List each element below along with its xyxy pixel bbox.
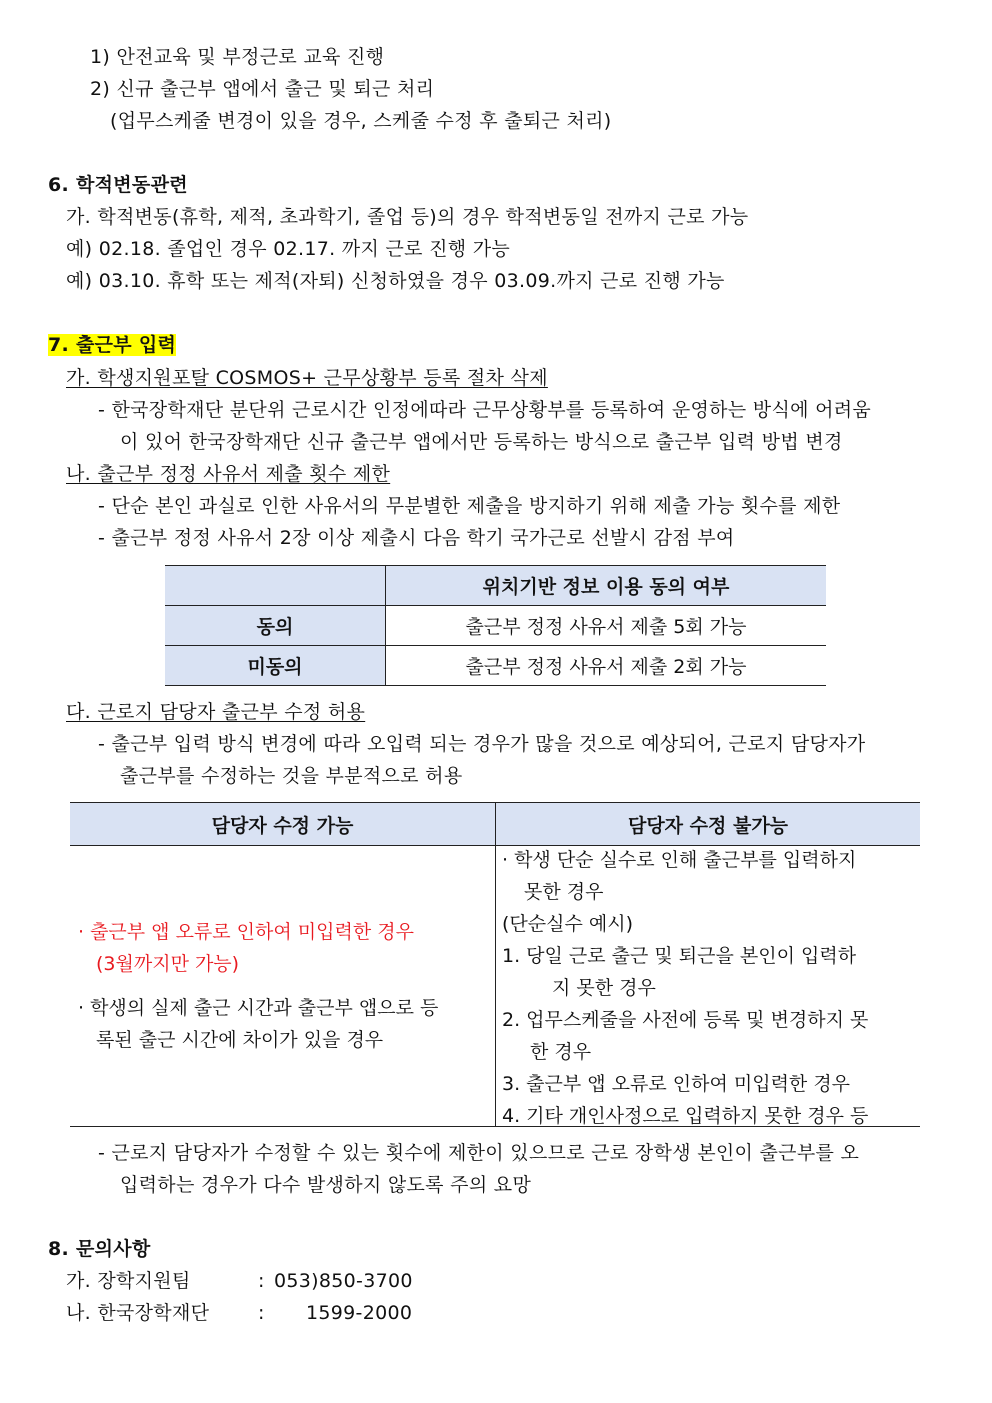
not-allowed-line: 4. 기타 개인사정으로 입력하지 못한 경우 등 — [502, 1105, 869, 1127]
section-7-ga-body-1: - 한국장학재단 분단위 근로시간 인정에따라 근무상황부를 등록하여 운영하는 방식에 어려움 — [98, 399, 872, 421]
section-6-example-1: 예) 02.18. 졸업인 경우 02.17. 까지 근로 진행 가능 — [66, 238, 511, 260]
contact-phone: 053)850-3700 — [274, 1270, 413, 1292]
manager-modification-table — [70, 802, 920, 1127]
not-allowed-line: 2. 업무스케줄을 사전에 등록 및 변경하지 못 — [502, 1009, 869, 1031]
not-allowed-line: 3. 출근부 앱 오류로 인하여 미입력한 경우 — [502, 1073, 851, 1095]
section-8-title: 8. 문의사항 — [48, 1238, 151, 1260]
contact-separator: : — [258, 1302, 265, 1324]
col-allowed-header: 담당자 수정 가능 — [70, 803, 496, 846]
allowed-item-2-line-1: · 학생의 실제 출근 시간과 출근부 앱으로 등 — [78, 997, 439, 1019]
not-allowed-line: 못한 경우 — [524, 881, 604, 903]
section-6-example-2: 예) 03.10. 휴학 또는 제적(자퇴) 신청하였을 경우 03.09.까지 근로 진행 가능 — [66, 270, 725, 292]
table-row — [165, 646, 826, 686]
row-value: 출근부 정정 사유서 제출 5회 가능 — [386, 606, 827, 646]
section-7-ga-body-2: 이 있어 한국장학재단 신규 출근부 앱에서만 등록하는 방식으로 출근부 입력 방법 변경 — [120, 431, 843, 453]
col-not-allowed-header: 담당자 수정 불가능 — [496, 803, 921, 846]
contact-separator: : — [258, 1270, 265, 1292]
section-7-na-body-1: - 단순 본인 과실로 인한 사유서의 무분별한 제출을 방지하기 위해 제출 가능 횟수를 제한 — [98, 495, 841, 517]
section-6-title: 6. 학적변동관련 — [48, 174, 188, 196]
contact-phone: 1599-2000 — [306, 1302, 413, 1324]
allowed-item-1: · 출근부 앱 오류로 인하여 미입력한 경우 — [78, 921, 414, 943]
table-header-row — [70, 803, 920, 846]
section-7-da-heading: 다. 근로지 담당자 출근부 수정 허용 — [66, 701, 366, 723]
table-row — [165, 606, 826, 646]
contact-label: 가. 장학지원팀 — [66, 1270, 191, 1292]
row-label: 미동의 — [165, 646, 386, 686]
location-consent-table — [165, 565, 826, 686]
section-7-na-body-2: - 출근부 정정 사유서 2장 이상 제출시 다음 학기 국가근로 선발시 감점 부여 — [98, 527, 735, 549]
step-2-note: (업무스케줄 변경이 있을 경우, 스케줄 수정 후 출퇴근 처리) — [110, 110, 612, 132]
allowed-item-2-line-2: 록된 출근 시간에 차이가 있을 경우 — [96, 1029, 384, 1051]
not-allowed-line: 한 경우 — [530, 1041, 592, 1063]
section-7-da-body-2: 출근부를 수정하는 것을 부분적으로 허용 — [120, 765, 463, 787]
not-allowed-line: 1. 당일 근로 출근 및 퇴근을 본인이 입력하 — [502, 945, 857, 967]
not-allowed-line: (단순실수 예시) — [502, 913, 633, 935]
not-allowed-cell — [496, 846, 921, 1127]
table-row — [70, 846, 920, 1127]
step-2: 2) 신규 출근부 앱에서 출근 및 퇴근 처리 — [90, 78, 435, 100]
allowed-item-1-note: (3월까지만 가능) — [96, 953, 240, 975]
not-allowed-line: 지 못한 경우 — [552, 977, 656, 999]
section-7-title-text: 7. 출근부 입력 — [48, 334, 177, 356]
row-value: 출근부 정정 사유서 제출 2회 가능 — [386, 646, 827, 686]
section-6-ga: 가. 학적변동(휴학, 제적, 초과학기, 졸업 등)의 경우 학적변동일 전까지 근로 가능 — [66, 206, 749, 228]
allowed-cell — [70, 846, 496, 1127]
section-7-na-heading: 나. 출근부 정정 사유서 제출 횟수 제한 — [66, 463, 391, 485]
section-7-note-1: - 근로지 담당자가 수정할 수 있는 횟수에 제한이 있으므로 근로 장학생 본인이 출근부를 오 — [98, 1142, 860, 1164]
table-corner-cell — [165, 566, 386, 606]
not-allowed-line: · 학생 단순 실수로 인해 출근부를 입력하지 — [502, 849, 857, 871]
table-header-row — [165, 566, 826, 606]
step-1: 1) 안전교육 및 부정근로 교육 진행 — [90, 46, 385, 68]
contact-label: 나. 한국장학재단 — [66, 1302, 210, 1324]
section-7-title — [48, 333, 176, 357]
row-label: 동의 — [165, 606, 386, 646]
section-7-note-2: 입력하는 경우가 다수 발생하지 않도록 주의 요망 — [120, 1174, 532, 1196]
section-7-ga-heading: 가. 학생지원포탈 COSMOS+ 근무상황부 등록 절차 삭제 — [66, 367, 548, 389]
table-header-cell: 위치기반 정보 이용 동의 여부 — [386, 566, 827, 606]
section-7-da-body-1: - 출근부 입력 방식 변경에 따라 오입력 되는 경우가 많을 것으로 예상되어, 근로지 담당자가 — [98, 733, 866, 755]
